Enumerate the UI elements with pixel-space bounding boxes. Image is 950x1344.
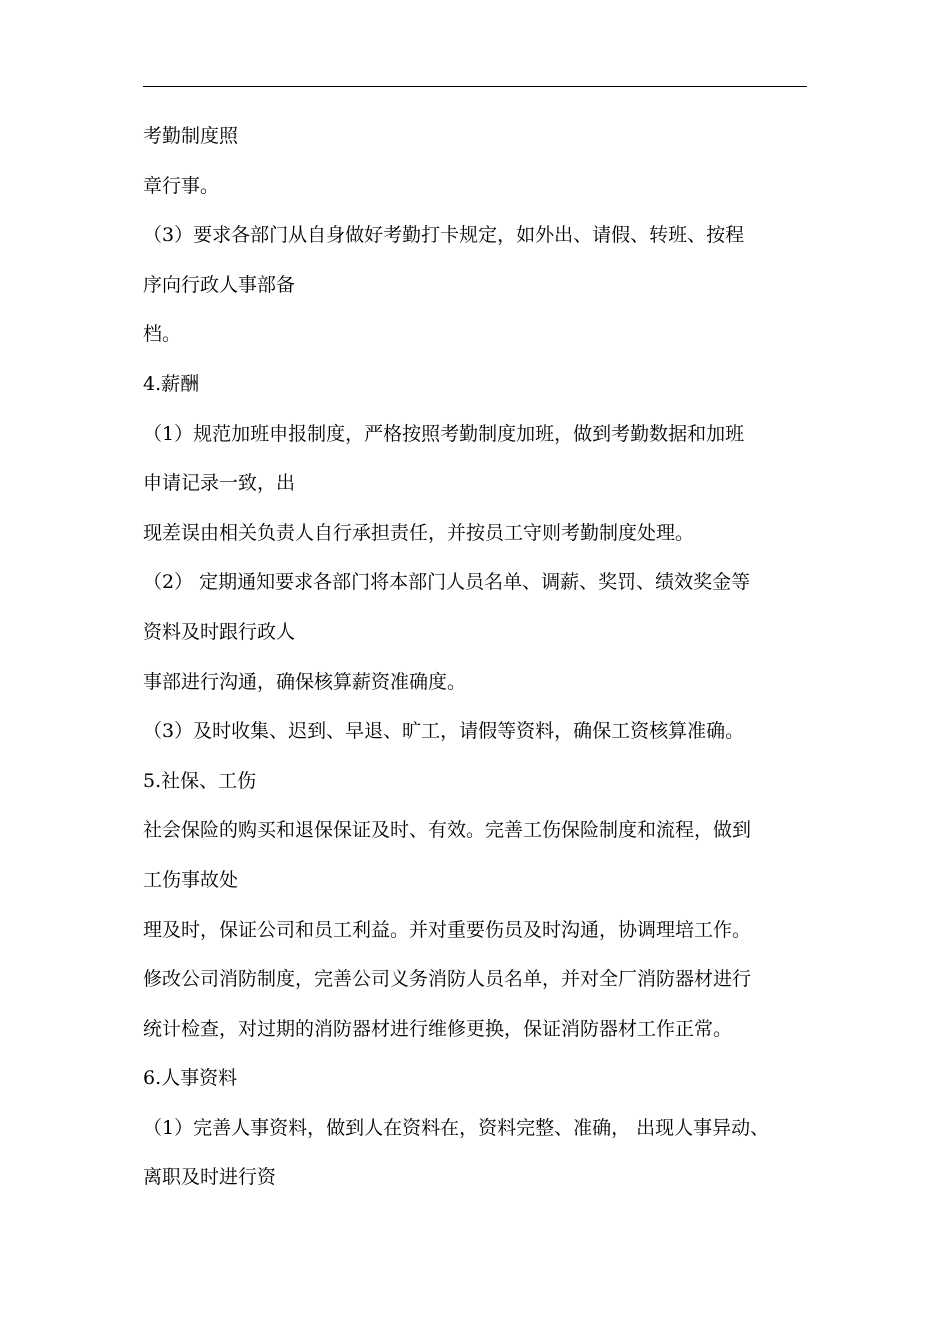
header-rule xyxy=(143,86,807,87)
text-line: 档。 xyxy=(143,323,182,346)
text-line: 理及时，保证公司和员工利益。并对重要伤员及时沟通，协调理培工作。 xyxy=(143,918,752,941)
text-line: 离职及时进行资 xyxy=(143,1166,277,1189)
text-line: （1）规范加班申报制度，严格按照考勤制度加班，做到考勤数据和加班 xyxy=(143,422,745,445)
text-line: （1）完善人事资料，做到人在资料在，资料完整、准确， 出现人事异动、 xyxy=(143,1116,770,1139)
text-line: （3）及时收集、迟到、早退、旷工，请假等资料，确保工资核算准确。 xyxy=(143,720,745,743)
text-line: 统计检查，对过期的消防器材进行维修更换，保证消防器材工作正常。 xyxy=(143,1017,733,1040)
text-line: 现差误由相关负责人自行承担责任，并按员工守则考勤制度处理。 xyxy=(143,521,695,544)
text-line: 考勤制度照 xyxy=(143,125,239,147)
text-line: （3）要求各部门从自身做好考勤打卡规定，如外出、请假、转班、按程 xyxy=(143,224,745,247)
section-heading: 5.社保、工伤 xyxy=(143,769,257,792)
text-line: 事部进行沟通，确保核算薪资准确度。 xyxy=(143,670,467,693)
text-line: （2） 定期通知要求各部门将本部门人员名单、调薪、奖罚、绩效奖金等 xyxy=(143,571,751,594)
text-line: 申请记录一致，出 xyxy=(143,472,296,495)
text-line: 社会保险的购买和退保保证及时、有效。完善工伤保险制度和流程，做到 xyxy=(143,819,752,842)
section-heading: 4.薪酬 xyxy=(143,372,200,395)
text-line: 章行事。 xyxy=(143,174,220,197)
text-line: 资料及时跟行政人 xyxy=(143,620,296,643)
section-heading: 6.人事资料 xyxy=(143,1067,238,1090)
text-line: 工伤事故处 xyxy=(143,868,239,891)
text-line: 修改公司消防制度，完善公司义务消防人员名单，并对全厂消防器材进行 xyxy=(143,968,752,991)
document-body xyxy=(143,118,815,1209)
text-line: 序向行政人事部备 xyxy=(143,273,296,296)
